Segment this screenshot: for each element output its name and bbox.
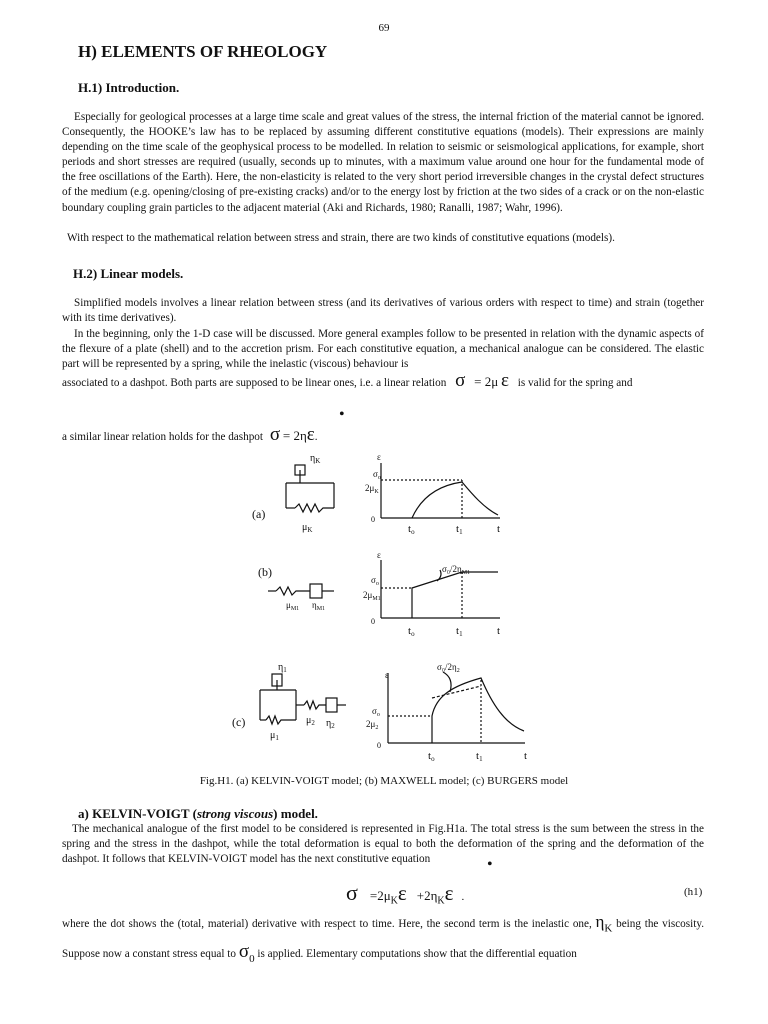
t-label: t — [497, 523, 501, 535]
sigma0-symbol: $\sigma_0$ — [238, 941, 255, 966]
kelvin-voigt-paragraph-2: where the dot shows the (total, material) derivative with respect to time. Here, the second term is the inelastic one, $\eta_K$ being the viscosity. Suppose now a constant stress equal to $\sigma_0$ is applied. Elementary computations show that the differential equation — [62, 912, 704, 966]
eta-m1-label: $\eta_{M1}$ — [312, 600, 326, 612]
t-label: t — [497, 625, 501, 637]
t0-label: to — [408, 523, 415, 536]
epsilon-symbol: ε — [306, 424, 315, 445]
section-heading-introduction: H.1) Introduction. — [78, 80, 180, 95]
burgers-graph — [366, 662, 527, 763]
sigma0-label: $\sigma_o$ — [371, 575, 379, 587]
text-fragment: is valid for the spring and — [517, 377, 633, 389]
slope-label-b: $\sigma_0/2\eta_{M1}$ — [442, 564, 471, 576]
mu-m1-label: $\mu_{M1}$ — [286, 600, 300, 612]
t0-label: to — [408, 625, 415, 638]
eta-1-label: $\eta_1$ — [278, 662, 287, 674]
linear-paragraph-1: Simplified models involves a linear relation between stress (and its derivatives of various orders with respect to time) and strain (together with its time derivatives). — [62, 297, 704, 325]
linear-paragraph-4: a similar linear relation holds for the dashpot σ = 2ηε. — [62, 424, 318, 445]
label-a: (a) — [252, 507, 266, 521]
linear-paragraph-3 — [62, 372, 704, 392]
mu-2-label: $\mu_2$ — [306, 715, 315, 727]
t1-label: t1 — [456, 523, 463, 536]
kelvin-voigt-paragraph-1: The mechanical analogue of the first model to be considered is represented in Fig.H1a. The total stress is the sum between the stress in the spring and the stress in the dashpot, while the total deformation is equal to both the deformation of the spring and the deformation of the dashpot. It follows that KELVIN-VOIGT model has the next constitutive equation — [62, 823, 704, 866]
slope-label-c: $\sigma_0/2\eta_2$ — [437, 662, 460, 674]
mu-1-label: $\mu_1$ — [270, 730, 279, 742]
sigma-symbol: σ — [269, 424, 281, 445]
label-c: (c) — [232, 715, 246, 729]
kelvin-voigt-graph — [365, 452, 500, 536]
origin-label: 0 — [371, 515, 375, 524]
page-number: 69 — [378, 22, 390, 34]
section-heading-kelvin-voigt: a) KELVIN-VOIGT (strong viscous) model. — [78, 806, 318, 821]
eta-k-symbol: $\eta_K$ — [595, 912, 613, 935]
t1-label: t1 — [476, 750, 483, 763]
chapter-title: H) ELEMENTS OF RHEOLOGY — [78, 42, 328, 61]
time-derivative-dot: • — [487, 856, 493, 873]
epsilon-axis-label: ε — [377, 452, 381, 462]
epsilon-axis-label: ε — [385, 670, 389, 680]
text-fragment: associated to a dashpot. Both parts are supposed to be linear ones, i.e. a linear relation — [62, 377, 447, 389]
epsilon-symbol: ε — [501, 370, 509, 391]
t-label: t — [524, 750, 528, 762]
origin-label: 0 — [371, 617, 375, 626]
linear-paragraph-2: In the beginning, only the 1-D case will be discussed. More general examples follow to be presented in relation with the dynamic aspects of the flexure of a plate (shell) and to the accretion prism. For each constitutive equation, a mechanical analogue can be considered. The elastic part will be represented by a spring, while the inelastic (viscous) behaviour is — [62, 328, 704, 371]
sigma-symbol: σ — [346, 880, 358, 905]
dashpot-equation: = 2η — [282, 428, 307, 443]
maxwell-diagram — [258, 565, 334, 612]
sigma0-label: $\sigma_o$ — [373, 469, 381, 481]
sigma-symbol: σ — [455, 370, 466, 391]
mu-k-label: $\mu_K$ — [302, 522, 313, 534]
sigma0-label: $\sigma_o$ — [372, 706, 380, 718]
epsilon-axis-label: ε — [377, 550, 381, 560]
two-mu-label: $2\mu_2$ — [366, 719, 379, 731]
equation-h1: $\sigma =2\mu_K\varepsilon +2\eta_K\varepsilon$ . — [346, 880, 465, 907]
maxwell-graph — [363, 550, 500, 638]
intro-paragraph-2: With respect to the mathematical relation between stress and strain, there are two kinds of constitutive equations (models). — [67, 232, 615, 244]
two-mu-label: $2\mu_{M1}$ — [363, 590, 381, 602]
intro-paragraph-1: Especially for geological processes at a large time scale and great values of the stress, the internal friction of the material cannot be ignored. Consequently, the HOOKE’s law has to be replaced by assuming different constitutive equations (models). Their expressions are mainly depending on the time scale of the geophysical process to be modelled. In relation to seismic or seismological applications, for example, short periods and short stresses are required (usually, seconds up to minutes, with a maximum value around one hour for the fundamental mode of the free oscillations of the Earth). Here, the non-elasticity is related to the very short period irreversible changes in the crystal defect structures of the medium (e.g. opening/closing of pre-existing cracks) and/or to the energy lost by friction at the two sides of a crack or on the non-elastic boundary coupling grain particles to the adjacent material (Aki and Richards, 1980; Ranalli, 1987; Wahr, 1996). — [62, 111, 704, 214]
time-derivative-dot: • — [339, 406, 345, 423]
spring-equation: = 2μ — [474, 374, 499, 389]
figure-caption: Fig.H1. (a) KELVIN-VOIGT model; (b) MAXWELL model; (c) BURGERS model — [199, 775, 569, 787]
kelvin-voigt-diagram — [252, 453, 334, 534]
equation-number: (h1) — [684, 886, 703, 898]
eta-k-label: $\eta_K$ — [310, 453, 321, 465]
t1-label: t1 — [456, 625, 463, 638]
origin-label: 0 — [377, 741, 381, 750]
burgers-diagram — [232, 662, 346, 742]
figure-rheology-models — [232, 448, 540, 763]
eta-2-label: $\eta_2$ — [326, 718, 335, 730]
two-mu-label: $2\mu_K$ — [365, 483, 379, 495]
t0-label: to — [428, 750, 435, 763]
label-b: (b) — [258, 565, 272, 579]
text-fragment: a similar linear relation holds for the dashpot — [62, 431, 264, 443]
section-heading-linear-models: H.2) Linear models. — [73, 266, 184, 281]
